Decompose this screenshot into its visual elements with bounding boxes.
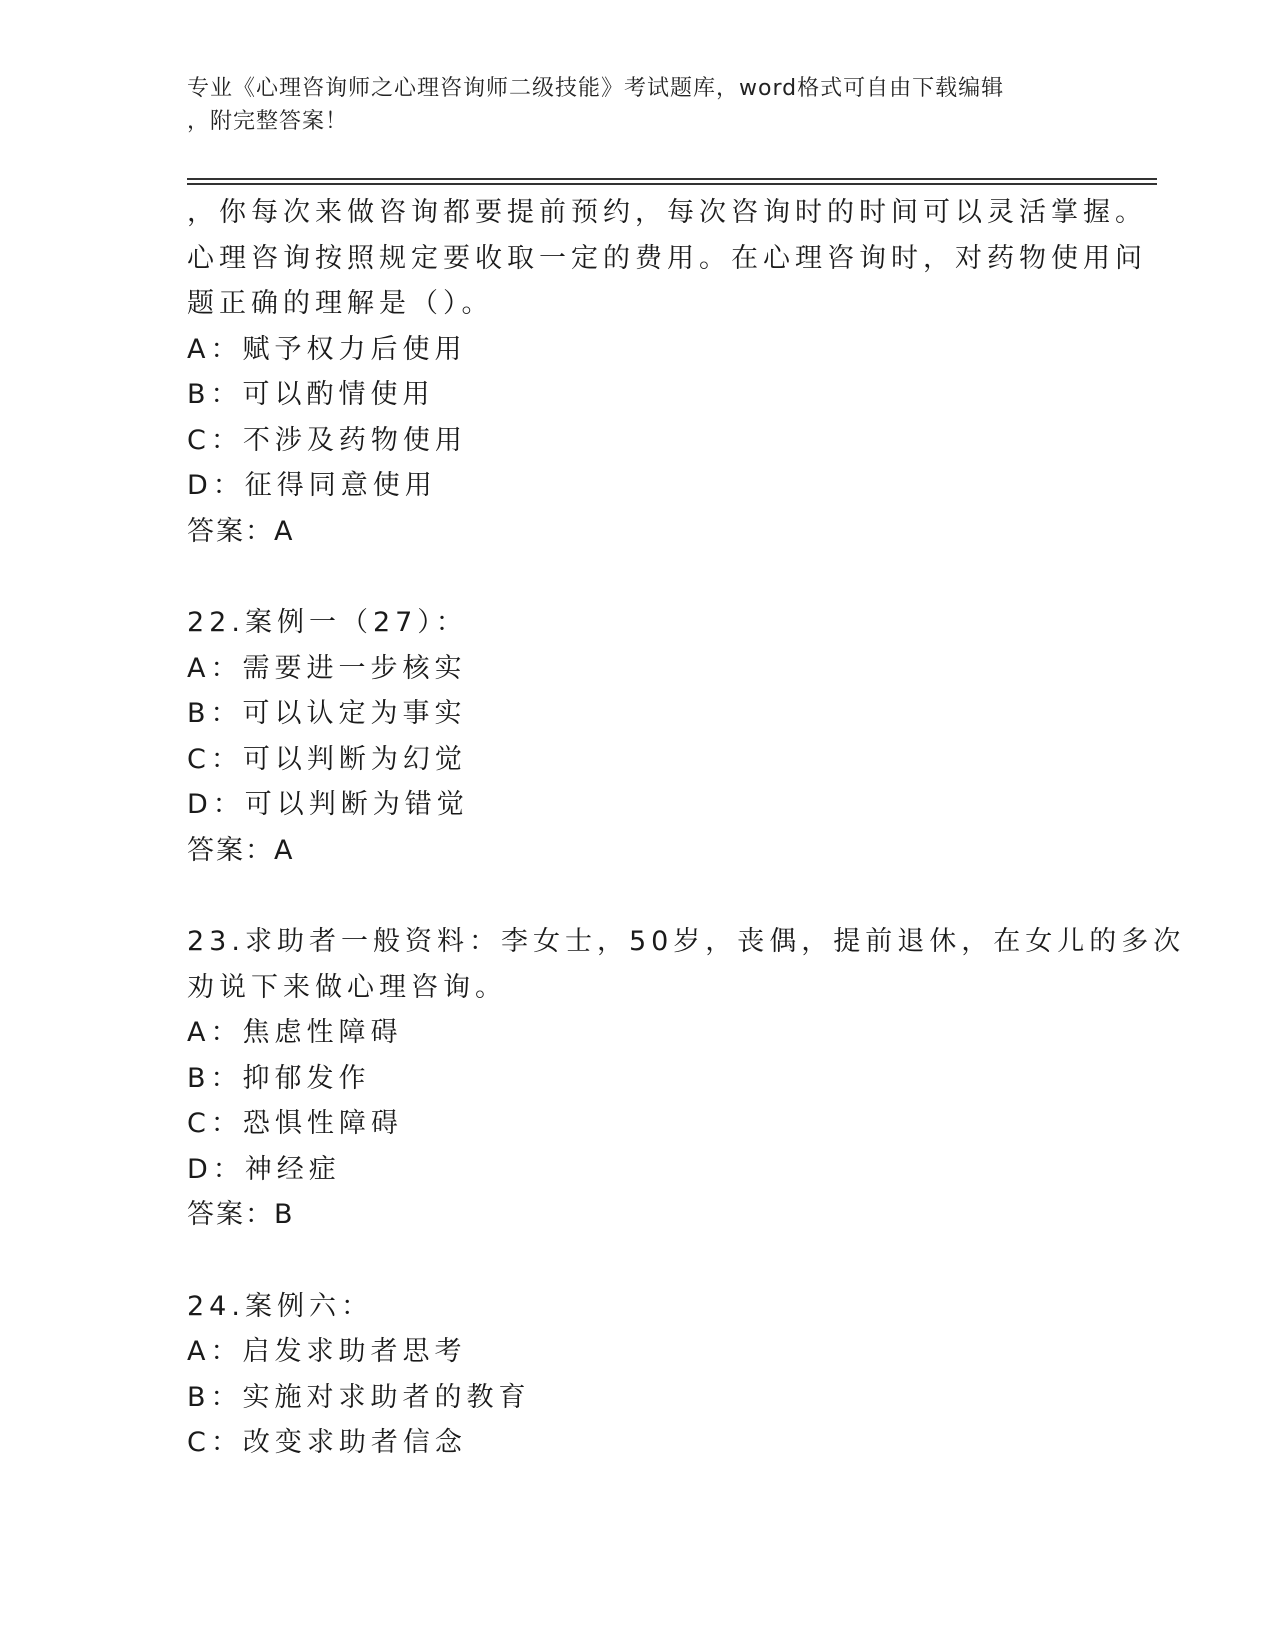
question-list (187, 190, 1186, 1466)
question-text-line: 23.求助者一般资料：李女士，50岁，丧偶，提前退休，在女儿的多次 (187, 926, 1186, 957)
header-line-1: 专业《心理咨询师之心理咨询师二级技能》考试题库，word格式可自由下载编辑 (187, 76, 1005, 101)
answer-line: 答案：A (187, 515, 295, 547)
question-text-line: 劝说下来做心理咨询。 (187, 971, 507, 1003)
spacer (187, 554, 1087, 600)
option-a: A：赋予权力后使用 (187, 333, 467, 365)
option-a: A：焦虑性障碍 (187, 1017, 403, 1048)
option-c: C：可以判断为幻觉 (187, 743, 467, 775)
question-text-line: 心理咨询按照规定要收取一定的费用。在心理咨询时，对药物使用问 (187, 242, 1147, 274)
header-rule-bottom (187, 183, 1157, 185)
header-line-2: ，附完整答案！ (187, 109, 349, 134)
option-c: C：恐惧性障碍 (187, 1108, 403, 1139)
option-a: A：启发求助者思考 (187, 1336, 467, 1367)
answer-line: 答案：A (187, 834, 295, 866)
header-rule-top (187, 178, 1157, 180)
spacer (187, 1238, 1087, 1284)
option-b: B：实施对求助者的教育 (187, 1381, 531, 1413)
question-22 (187, 600, 1087, 873)
question-23 (187, 919, 1186, 1238)
question-text-line: 题正确的理解是（）。 (187, 288, 494, 319)
option-c: C：改变求助者信念 (187, 1427, 467, 1458)
option-b: B：可以酌情使用 (187, 379, 435, 410)
option-b: B：可以认定为事实 (187, 698, 467, 729)
question-text-line: 24.案例六： (187, 1290, 373, 1322)
question-24 (187, 1284, 1087, 1466)
spacer (187, 873, 1087, 919)
option-d: D：神经症 (187, 1153, 341, 1185)
option-b: B：抑郁发作 (187, 1062, 371, 1094)
option-d: D：征得同意使用 (187, 470, 437, 501)
question-text-line: 22.案例一（27）： (187, 607, 468, 638)
option-a: A：需要进一步核实 (187, 652, 467, 684)
question-21 (187, 190, 1147, 554)
option-d: D：可以判断为错觉 (187, 789, 469, 820)
question-text-line: ，你每次来做咨询都要提前预约，每次咨询时的时间可以灵活掌握。 (187, 197, 1147, 228)
document-header (187, 72, 1067, 138)
option-c: C：不涉及药物使用 (187, 424, 467, 456)
answer-line: 答案：B (187, 1199, 295, 1230)
